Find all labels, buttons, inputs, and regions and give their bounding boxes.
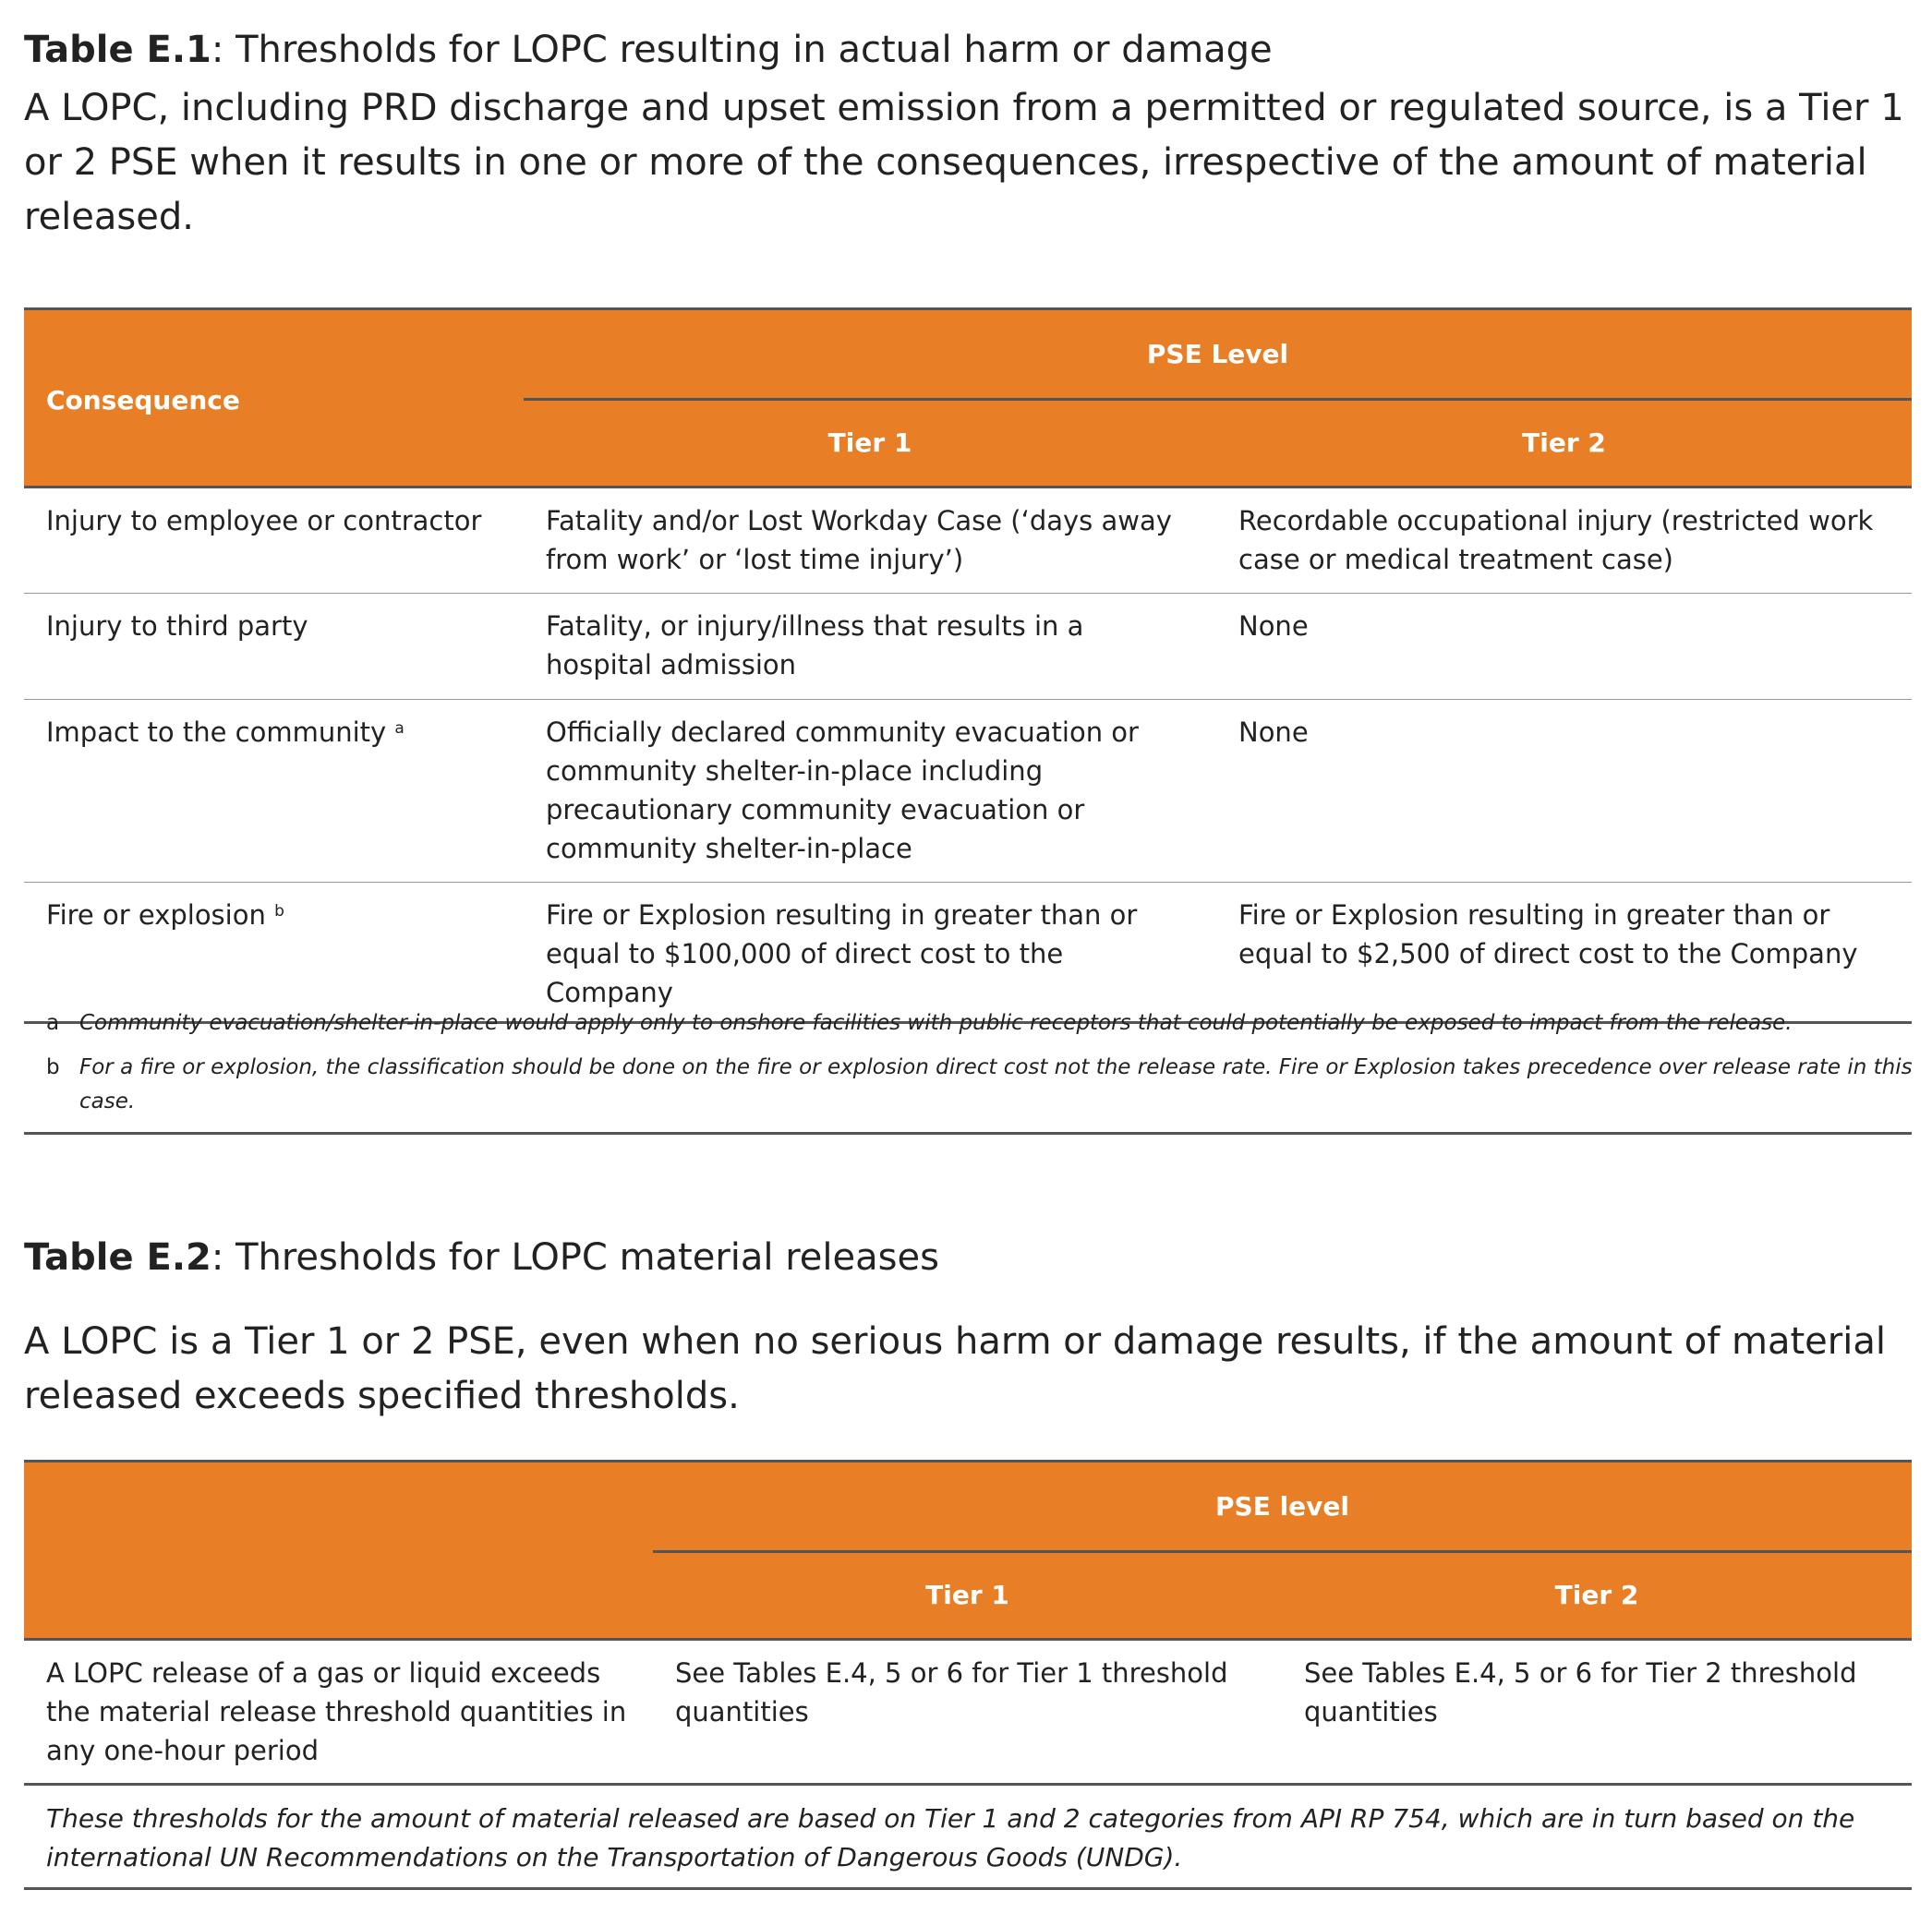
row-consequence: Injury to employee or contractor bbox=[24, 487, 524, 593]
row-tier1: Fire or Explosion resulting in greater than or equal to $100,000 of direct cost to the Company bbox=[524, 882, 1216, 1022]
table-row bbox=[24, 699, 1912, 882]
footnote-marker: a bbox=[394, 718, 405, 738]
row-consequence-text: Impact to the community bbox=[46, 716, 387, 748]
table-row bbox=[24, 882, 1912, 1022]
footnote-marker: b bbox=[274, 901, 284, 921]
header-tier1: Tier 1 bbox=[524, 399, 1216, 487]
table1-label: Table E.1 bbox=[24, 29, 211, 71]
table-row bbox=[24, 593, 1912, 699]
row-consequence bbox=[24, 699, 524, 882]
row-tier1: See Tables E.4, 5 or 6 for Tier 1 threshold quantities bbox=[653, 1639, 1282, 1784]
table1-title: : Thresholds for LOPC resulting in actual harm or damage bbox=[211, 29, 1273, 71]
row-consequence bbox=[24, 882, 524, 1022]
footnote-a bbox=[46, 1006, 1884, 1041]
table-row bbox=[24, 1639, 1912, 1784]
footnote-b bbox=[46, 1051, 1917, 1119]
table2 bbox=[24, 1463, 1912, 1786]
row-tier1: Fatality and/or Lost Workday Case (‘days away from work’ or ‘lost time injury’) bbox=[524, 487, 1216, 593]
table2-note: These thresholds for the amount of material released are based on Tier 1 and 2 categories from API RP 754, which are in turn based on the international UN Recommendations on the Transportation of Dangerous Goods (UNDG). bbox=[46, 1803, 1855, 1872]
table1 bbox=[24, 310, 1912, 1024]
footnote-text: For a fire or explosion, the classification should be done on the fire or explosion direct cost not the release rate. Fire or Explosion takes precedence over release rate in this case. bbox=[79, 1055, 1913, 1113]
row-tier2: Recordable occupational injury (restricted work case or medical treatment case) bbox=[1216, 487, 1912, 593]
table1-caption bbox=[24, 28, 1273, 72]
header-pse-level: PSE Level bbox=[524, 310, 1912, 399]
table2-title: : Thresholds for LOPC material releases bbox=[211, 1236, 939, 1279]
row-tier2: None bbox=[1216, 593, 1912, 699]
table1-header-row-1 bbox=[24, 310, 1912, 399]
table2-label: Table E.2 bbox=[24, 1236, 211, 1279]
table2-bottom-rule bbox=[24, 1887, 1912, 1890]
footnote-text: Community evacuation/shelter-in-place would apply only to onshore facilities with public receptors that could potentially be exposed to impact from the release. bbox=[79, 1011, 1793, 1035]
header-consequence: Consequence bbox=[24, 310, 524, 487]
header-tier1: Tier 1 bbox=[653, 1551, 1282, 1639]
table2-caption bbox=[24, 1235, 939, 1280]
row-tier2: None bbox=[1216, 699, 1912, 882]
row-consequence-text: Fire or explosion bbox=[46, 898, 266, 931]
table-row bbox=[24, 487, 1912, 593]
table2-header-row-1 bbox=[24, 1463, 1912, 1551]
row-consequence: A LOPC release of a gas or liquid exceeds the material release threshold quantities in any one-hour period bbox=[24, 1639, 653, 1784]
table1-bottom-rule bbox=[24, 1132, 1912, 1135]
row-consequence: Injury to third party bbox=[24, 593, 524, 699]
row-tier1: Officially declared community evacuation or community shelter-in-place including precautionary community evacuation or community shelter-in-place bbox=[524, 699, 1216, 882]
table2-intro: A LOPC is a Tier 1 or 2 PSE, even when no serious harm or damage results, if the amount of material released exceeds specified thresholds. bbox=[24, 1320, 1886, 1417]
footnote-key: a bbox=[46, 1011, 60, 1035]
header-tier2: Tier 2 bbox=[1216, 399, 1912, 487]
row-tier2: Fire or Explosion resulting in greater than or equal to $2,500 of direct cost to the Company bbox=[1216, 882, 1912, 1022]
table1-intro: A LOPC, including PRD discharge and upset emission from a permitted or regulated source, is a Tier 1 or 2 PSE when it results in one or more of the consequences, irrespective of the amount of material released. bbox=[24, 87, 1904, 238]
header-pse-level: PSE level bbox=[653, 1463, 1912, 1551]
row-tier2: See Tables E.4, 5 or 6 for Tier 2 threshold quantities bbox=[1282, 1639, 1912, 1784]
header-tier2: Tier 2 bbox=[1282, 1551, 1912, 1639]
row-tier1: Fatality, or injury/illness that results in a hospital admission bbox=[524, 593, 1216, 699]
header-blank bbox=[24, 1463, 653, 1639]
footnote-key: b bbox=[46, 1055, 60, 1079]
